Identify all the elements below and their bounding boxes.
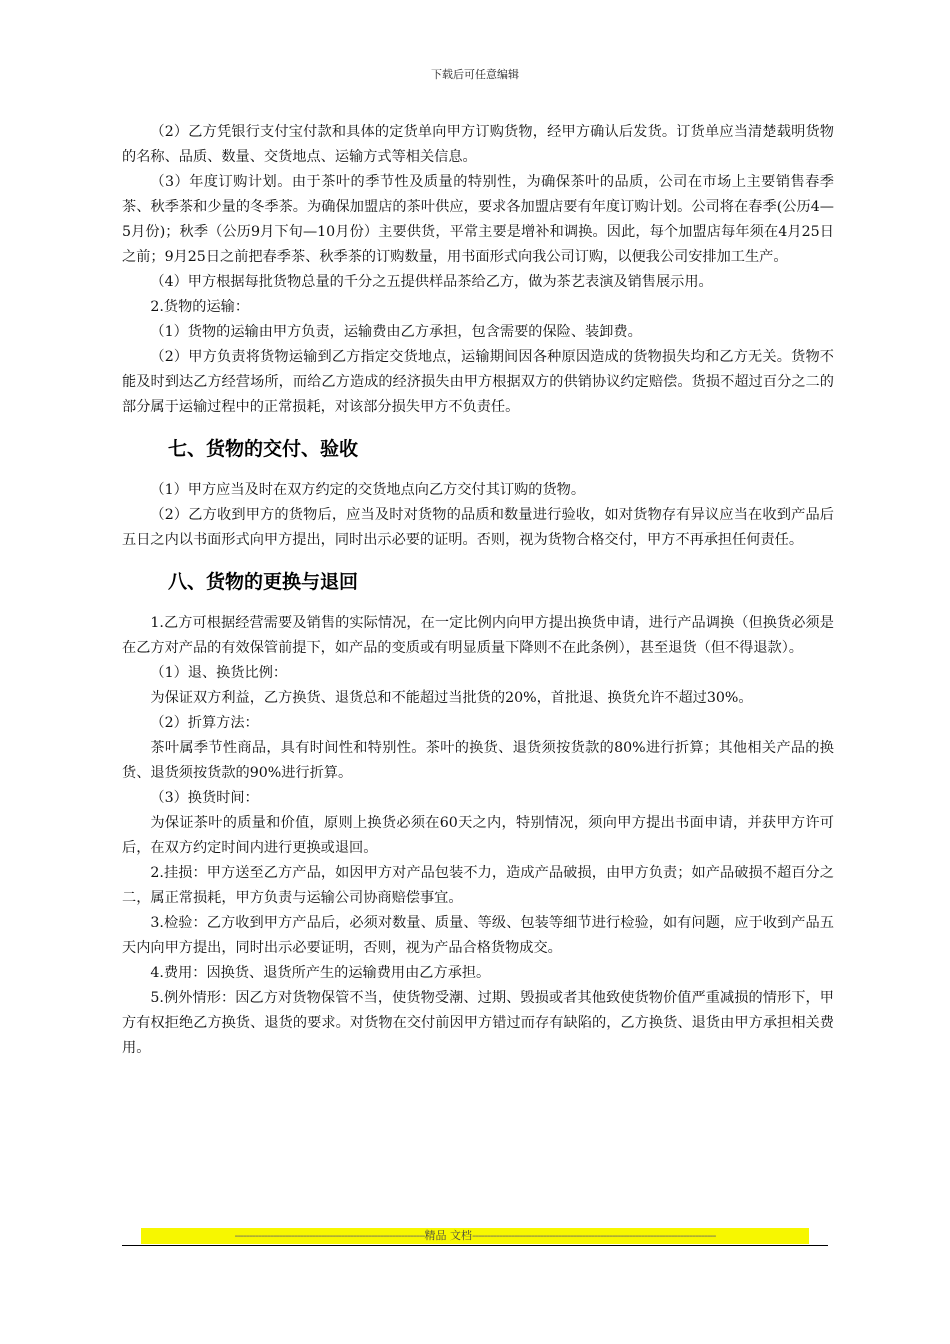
footer-highlight-bar (141, 1228, 809, 1244)
section-heading-8: 八、货物的更换与退回 (168, 571, 359, 593)
paragraph: 为保证双方利益，乙方换货、退货总和不能超过当批货的20%，首批退、换货允许不超过30%。 (150, 690, 753, 706)
paragraph: （2）乙方凭银行支付宝付款和具体的定货单向甲方订购货物，经甲方确认后发货。订货单应当清楚载明货物的名称、品质、数量、交货地点、运输方式等相关信息。 (122, 124, 834, 165)
document-body (122, 120, 834, 1061)
paragraph: 1.乙方可根据经营需要及销售的实际情况，在一定比例内向甲方提出换货申请，进行产品调换（但换货必须是在乙方对产品的有效保管前提下，如产品的变质或有明显质量下降则不在此条例），甚至退货（但不得退款）。 (122, 615, 834, 656)
paragraph: （2）甲方负责将货物运输到乙方指定交货地点，运输期间因各种原因造成的货物损失均和乙方无关。货物不能及时到达乙方经营场所，而给乙方造成的经济损失由甲方根据双方的供销协议约定赔偿。货损不超过百分之二的部分属于运输过程中的正常损耗，对该部分损失甲方不负责任。 (122, 349, 834, 415)
paragraph: 4.费用：因换货、退货所产生的运输费用由乙方承担。 (150, 965, 491, 981)
paragraph: （2）折算方法： (150, 715, 259, 731)
footer-label: 精品 文档 (424, 1229, 473, 1242)
footer-dashes-left: ---------------------------------------------------------------- (234, 1229, 425, 1242)
paragraph: 2.挂损：甲方送至乙方产品，如因甲方对产品包装不力，造成产品破损，由甲方负责；如产品破损不超百分之二，属正常损耗，甲方负责与运输公司协商赔偿事宜。 (122, 865, 834, 906)
paragraph: （3）换货时间： (150, 790, 259, 806)
paragraph: （4）甲方根据每批货物总量的千分之五提供样品茶给乙方，做为茶艺表演及销售展示用。 (150, 274, 713, 290)
paragraph: 3.检验：乙方收到甲方产品后，必须对数量、质量、等级、包装等细节进行检验，如有问题，应于收到产品五天内向甲方提出，同时出示必要证明，否则，视为产品合格货物成交。 (122, 915, 834, 956)
footer-divider (122, 1245, 828, 1246)
paragraph: 茶叶属季节性商品，具有时间性和特别性。茶叶的换货、退货须按货款的80%进行折算；其他相关产品的换货、退货须按货款的90%进行折算。 (122, 740, 834, 781)
paragraph: （3）年度订购计划。由于茶叶的季节性及质量的特别性，为确保茶叶的品质，公司在市场上主要销售春季茶、秋季茶和少量的冬季茶。为确保加盟店的茶叶供应，要求各加盟店要有年度订购计划。公司将在春季(公历4—5月份)；秋季（公历9月下旬—10月份）主要供货，平常主要是增补和调换。因此，每个加盟店每年须在4月25日之前；9月25日之前把春季茶、秋季茶的订购数量，用书面形式向我公司订购，以便我公司安排加工生产。 (122, 174, 834, 265)
paragraph: （1）甲方应当及时在双方约定的交货地点向乙方交付其订购的货物。 (150, 482, 586, 498)
footer-dashes-right: ---------------------------------------------------------------------------------- (472, 1229, 716, 1242)
paragraph: （2）乙方收到甲方的货物后，应当及时对货物的品质和数量进行验收，如对货物存有异议应当在收到产品后五日之内以书面形式向甲方提出，同时出示必要的证明。否则，视为货物合格交付，甲方不再承担任何责任。 (122, 507, 834, 548)
paragraph: 5.例外情形：因乙方对货物保管不当，使货物受潮、过期、毁损或者其他致使货物价值严重减损的情形下，甲方有权拒绝乙方换货、退货的要求。对货物在交付前因甲方错过而存有缺陷的，乙方换货、退货由甲方承担相关费用。 (122, 990, 834, 1056)
paragraph: 2.货物的运输： (150, 299, 250, 315)
paragraph: （1）货物的运输由甲方负责，运输费由乙方承担，包含需要的保险、装卸费。 (150, 324, 642, 340)
paragraph: （1）退、换货比例： (150, 665, 288, 681)
section-heading-7: 七、货物的交付、验收 (168, 438, 359, 460)
header-note: 下载后可任意编辑 (431, 68, 519, 81)
paragraph: 为保证茶叶的质量和价值，原则上换货必须在60天之内，特别情况，须向甲方提出书面申请，并获甲方许可后，在双方约定时间内进行更换或退回。 (122, 815, 834, 856)
